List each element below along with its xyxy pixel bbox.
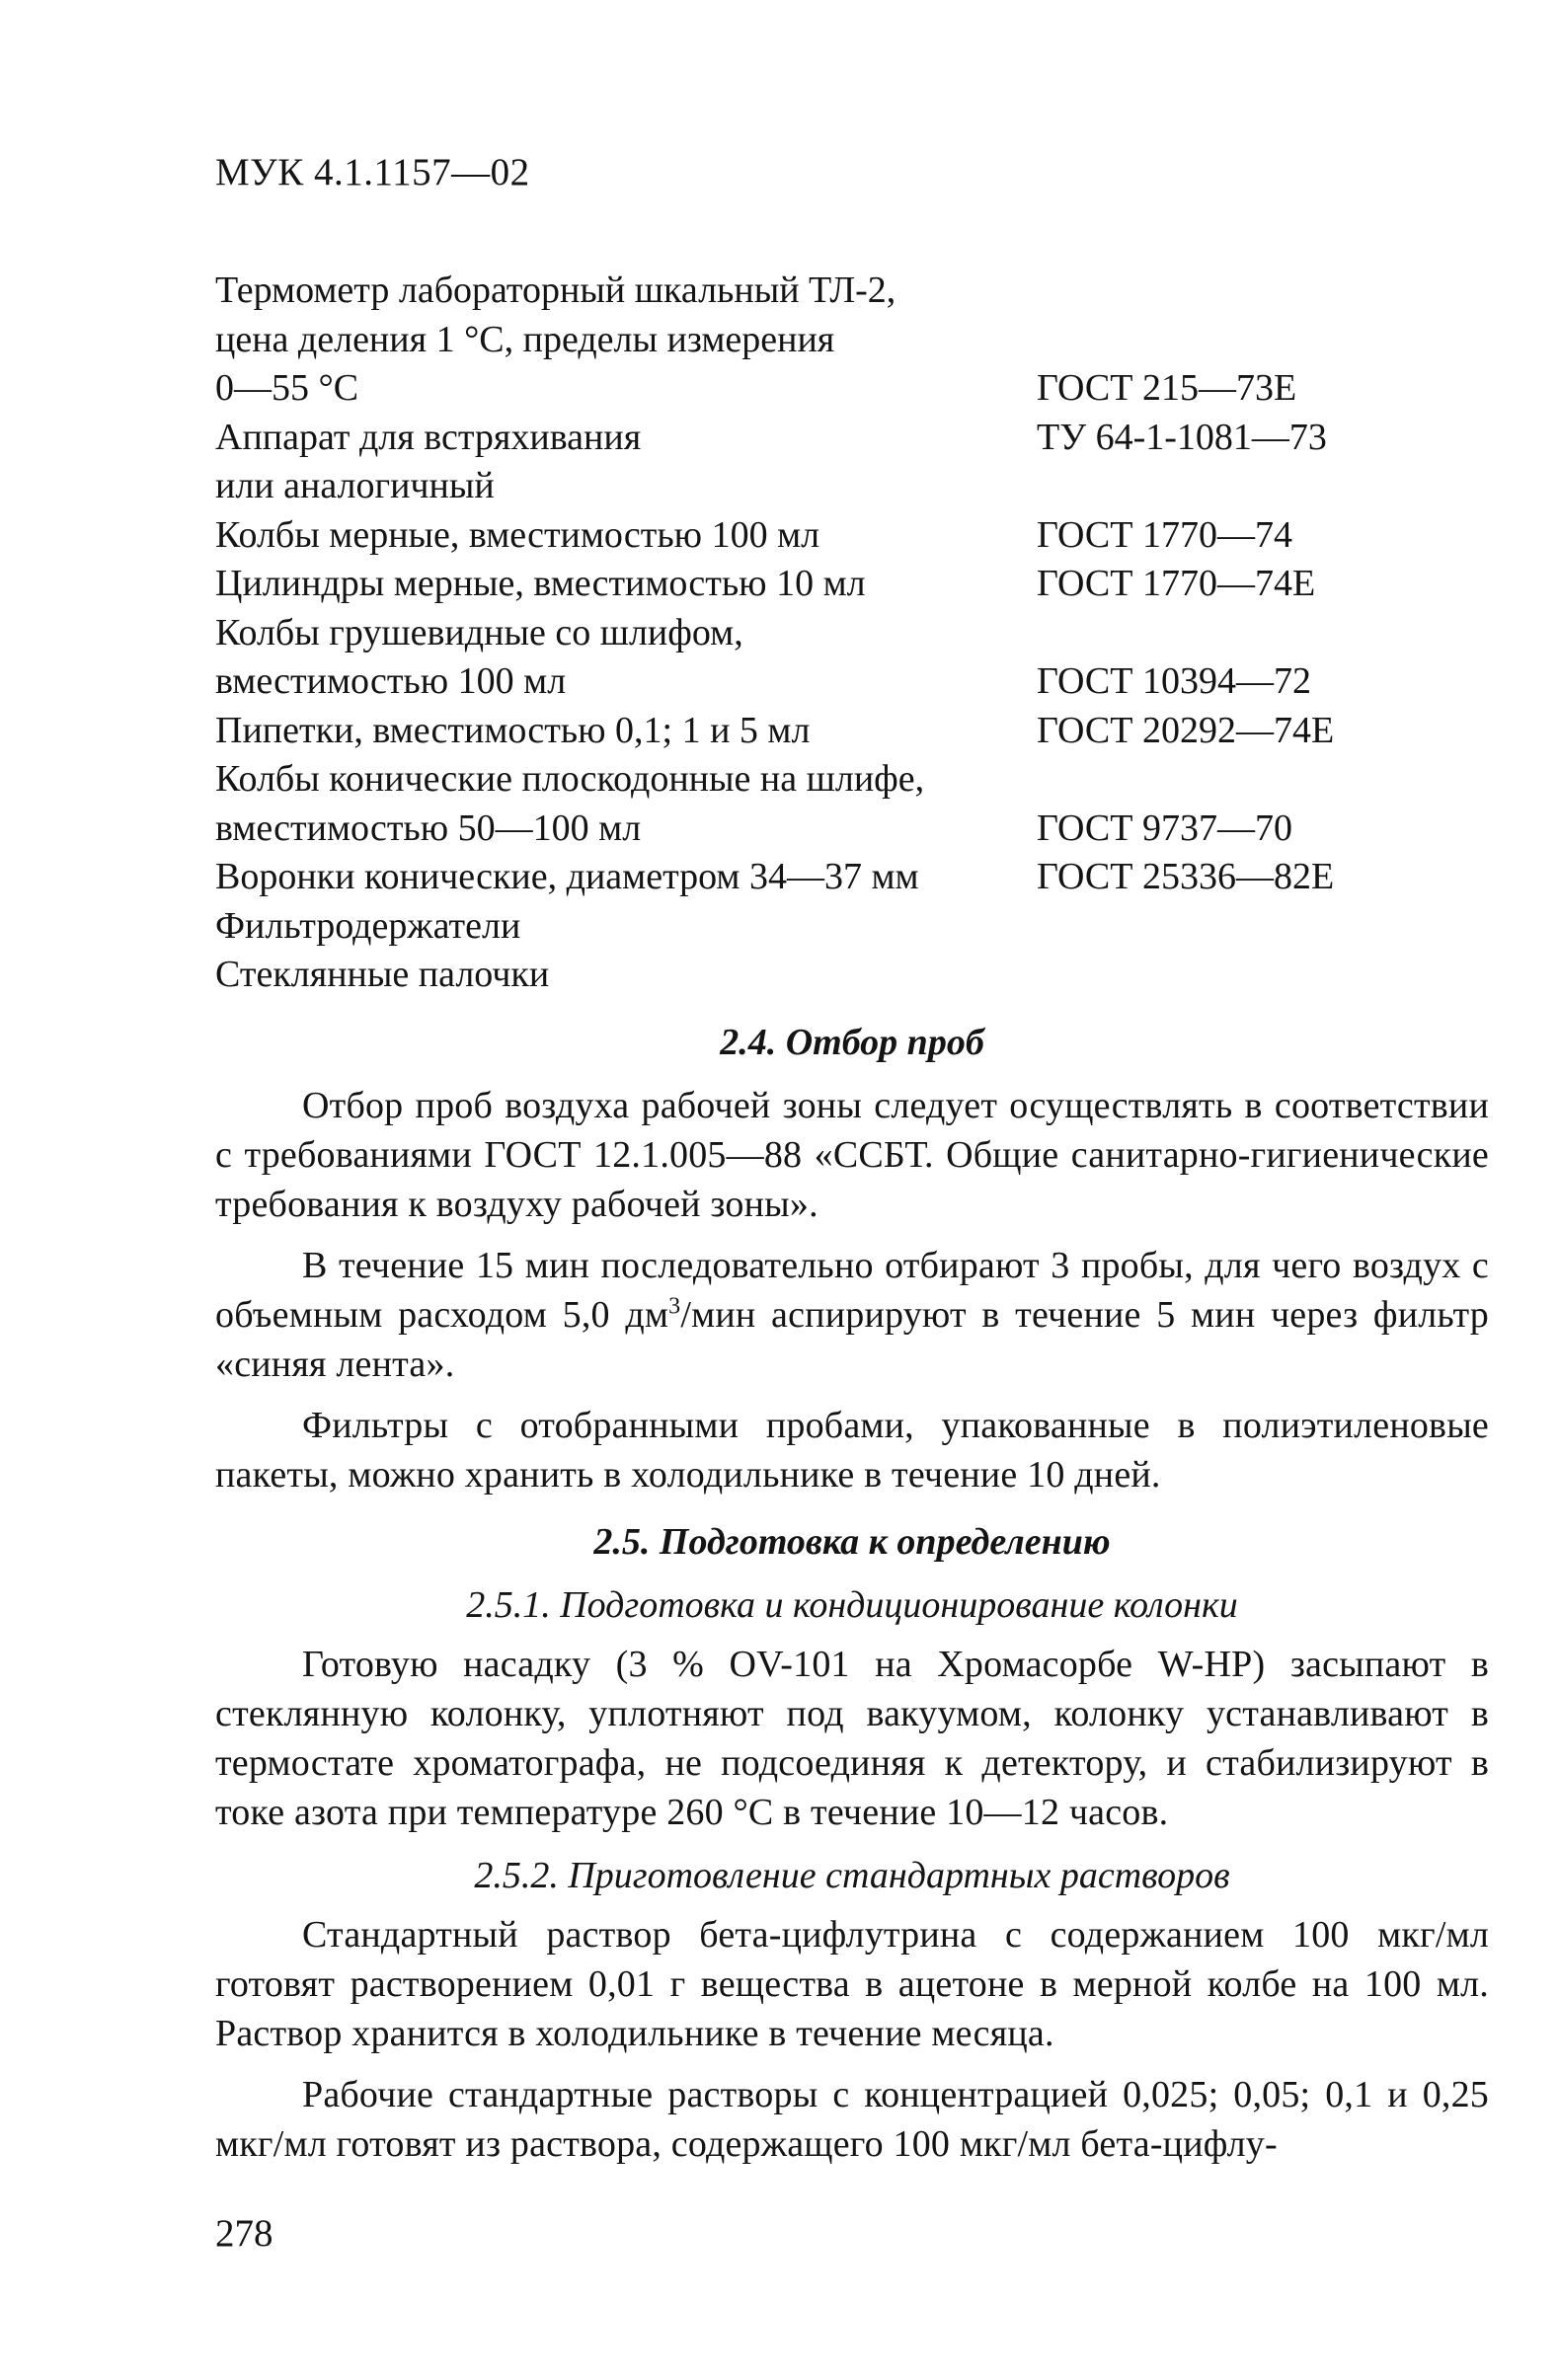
- equipment-row: [215, 560, 1361, 609]
- standard-solution-paragraph-1: Стандартный раствор бета-цифлутрина с содержанием 100 мкг/мл готовят растворением 0,01 г вещества в ацетоне в мерной колбе на 100 мл. Раствор хранится в холодильнике в течение месяца.: [215, 1913, 1489, 2054]
- equipment-name: цена деления 1 °С, пределы измерения: [215, 318, 835, 360]
- equipment-row: [215, 853, 1361, 902]
- equipment-standard: ГОСТ 215—73Е: [1037, 367, 1297, 409]
- equipment-standard: ГОСТ 25336—82Е: [1037, 856, 1335, 897]
- equipment-name: вместимостью 50—100 мл: [215, 806, 642, 849]
- equipment-standard: ГОСТ 20292—74Е: [1037, 709, 1335, 751]
- equipment-name: Аппарат для встряхивания: [215, 416, 642, 458]
- equipment-list-body: [215, 267, 1361, 1000]
- equipment-row: [215, 951, 1361, 1000]
- equipment-name: Воронки конические, диаметром 34—37 мм: [215, 856, 919, 897]
- sampling-paragraph-2-start: В течение 15 мин последовательно отбирают 3 пробы, для чего воздух с объемным расходом 5,0 дм: [215, 1244, 1489, 1336]
- equipment-name: Колбы конические плоскодонные на шлифе,: [215, 758, 925, 800]
- equipment-row: [215, 805, 1361, 854]
- equipment-row: [215, 755, 1361, 805]
- subsection-2-5-1-title: 2.5.1. Подготовка и кондиционирование колонки: [466, 1583, 1238, 1626]
- equipment-name: Пипетки, вместимостью 0,1; 1 и 5 мл: [215, 709, 811, 751]
- cubic-superscript: 3: [668, 1292, 681, 1319]
- equipment-standard: [1037, 951, 1361, 1000]
- subsection-2-5-2-title: 2.5.2. Приготовление стандартных растворов: [474, 1854, 1230, 1896]
- equipment-row: [215, 462, 1361, 511]
- document-page: [215, 148, 1499, 2181]
- equipment-name: Термометр лабораторный шкальный ТЛ-2,: [215, 269, 896, 311]
- equipment-row: [215, 511, 1361, 561]
- equipment-standard: [1037, 316, 1361, 365]
- equipment-name: Стеклянные палочки: [215, 954, 550, 995]
- equipment-name: Колбы мерные, вместимостью 100 мл: [215, 513, 820, 556]
- equipment-name: или аналогичный: [215, 465, 495, 506]
- sampling-paragraph-2: [215, 1241, 1489, 1389]
- equipment-standard: ГОСТ 9737—70: [1037, 806, 1292, 849]
- equipment-standard: [1037, 755, 1361, 805]
- section-2-4-title: 2.4. Отбор проб: [720, 1021, 984, 1063]
- sampling-paragraph-1: Отбор проб воздуха рабочей зоны следует осуществлять в соответствии с требованиями ГОСТ 12.1.005—88 «ССБТ. Общие санитарно-гигиенические требования к воздуху рабочей зоны».: [215, 1084, 1489, 1225]
- equipment-standard: [1037, 462, 1361, 511]
- equipment-standard: ГОСТ 10394—72: [1037, 660, 1311, 702]
- standard-solution-paragraph-2: Рабочие стандартные растворы с концентрацией 0,025; 0,05; 0,1 и 0,25 мкг/мл готовят из раствора, содержащего 100 мкг/мл бета-цифлу-: [215, 2073, 1489, 2165]
- equipment-standard: [1037, 902, 1361, 952]
- document-code-header: МУК 4.1.1157—02: [215, 151, 530, 193]
- equipment-standard: ГОСТ 1770—74: [1037, 513, 1292, 556]
- equipment-row: [215, 707, 1361, 756]
- sampling-paragraph-3: Фильтры с отобранными пробами, упакованные в полиэтиленовые пакеты, можно хранить в холодильнике в течение 10 дней.: [215, 1404, 1489, 1496]
- equipment-standard: ТУ 64-1-1081—73: [1037, 416, 1327, 458]
- equipment-name: вместимостью 100 мл: [215, 660, 567, 702]
- equipment-name: 0—55 °С: [215, 367, 359, 409]
- equipment-row: [215, 364, 1361, 414]
- equipment-row: [215, 657, 1361, 707]
- page-number: 278: [215, 2212, 273, 2255]
- equipment-list-table: [215, 267, 1361, 1000]
- column-preparation-paragraph: Готовую насадку (3 % OV-101 на Хромасорбе W-HP) засыпают в стеклянную колонку, уплотняют под вакуумом, колонку устанавливают в термостате хроматографа, не подсоединяя к детектору, и стабилизируют в токе азота при температуре 260 °С в течение 10—12 часов.: [215, 1643, 1489, 1833]
- equipment-standard: ГОСТ 1770—74Е: [1037, 563, 1316, 604]
- equipment-name: Фильтродержатели: [215, 904, 521, 947]
- equipment-row: [215, 267, 1361, 316]
- sampling-paragraph-2-end: /мин аспирируют в течение 5 мин через фильтр «синяя лента».: [215, 1293, 1489, 1385]
- equipment-standard: [1037, 267, 1361, 316]
- equipment-name: Колбы грушевидные со шлифом,: [215, 611, 743, 653]
- equipment-row: [215, 609, 1361, 658]
- equipment-standard: [1037, 609, 1361, 658]
- equipment-name: Цилиндры мерные, вместимостью 10 мл: [215, 563, 866, 604]
- equipment-row: [215, 316, 1361, 365]
- section-2-5-title: 2.5. Подготовка к определению: [593, 1520, 1111, 1563]
- equipment-row: [215, 414, 1361, 463]
- equipment-row: [215, 902, 1361, 952]
